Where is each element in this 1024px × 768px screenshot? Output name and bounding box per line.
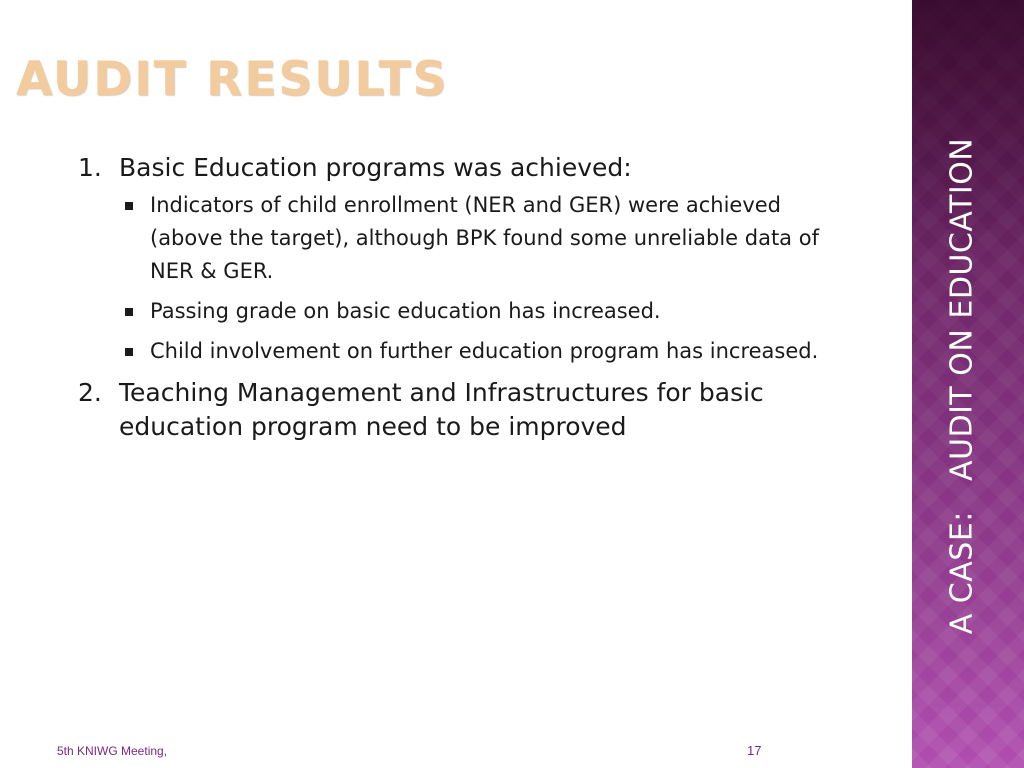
footer-text: 5th KNIWG Meeting, bbox=[57, 744, 168, 758]
numbered-point-2 bbox=[78, 376, 838, 444]
bullet-item bbox=[119, 189, 838, 288]
bullet-text: Passing grade on basic education has increased. bbox=[150, 299, 661, 323]
point-number: 2. bbox=[78, 378, 102, 407]
bullet-text: Indicators of child enrollment (NER and GER) were achieved (above the target), although BPK found some unreliable data of NER & GER. bbox=[150, 193, 819, 283]
point-text: Basic Education programs was achieved: bbox=[119, 153, 632, 182]
bullet-list bbox=[78, 189, 838, 368]
bullet-item bbox=[119, 335, 838, 368]
slide-content bbox=[78, 151, 838, 444]
slide-title: AUDIT RESULTS bbox=[16, 52, 449, 107]
page-number: 17 bbox=[747, 743, 762, 758]
square-bullet-icon bbox=[119, 295, 150, 328]
bullet-text: Child involvement on further education program has increased. bbox=[150, 339, 819, 363]
sidebar-title: A CASE: AUDIT ON EDUCATION bbox=[944, 137, 980, 635]
point-number: 1. bbox=[78, 153, 102, 182]
point-text: Teaching Management and Infrastructures for basic education program need to be improved bbox=[119, 378, 764, 441]
square-bullet-icon bbox=[119, 189, 150, 288]
square-bullet-icon bbox=[119, 335, 150, 368]
bullet-item bbox=[119, 295, 838, 328]
numbered-point-1 bbox=[78, 151, 838, 185]
